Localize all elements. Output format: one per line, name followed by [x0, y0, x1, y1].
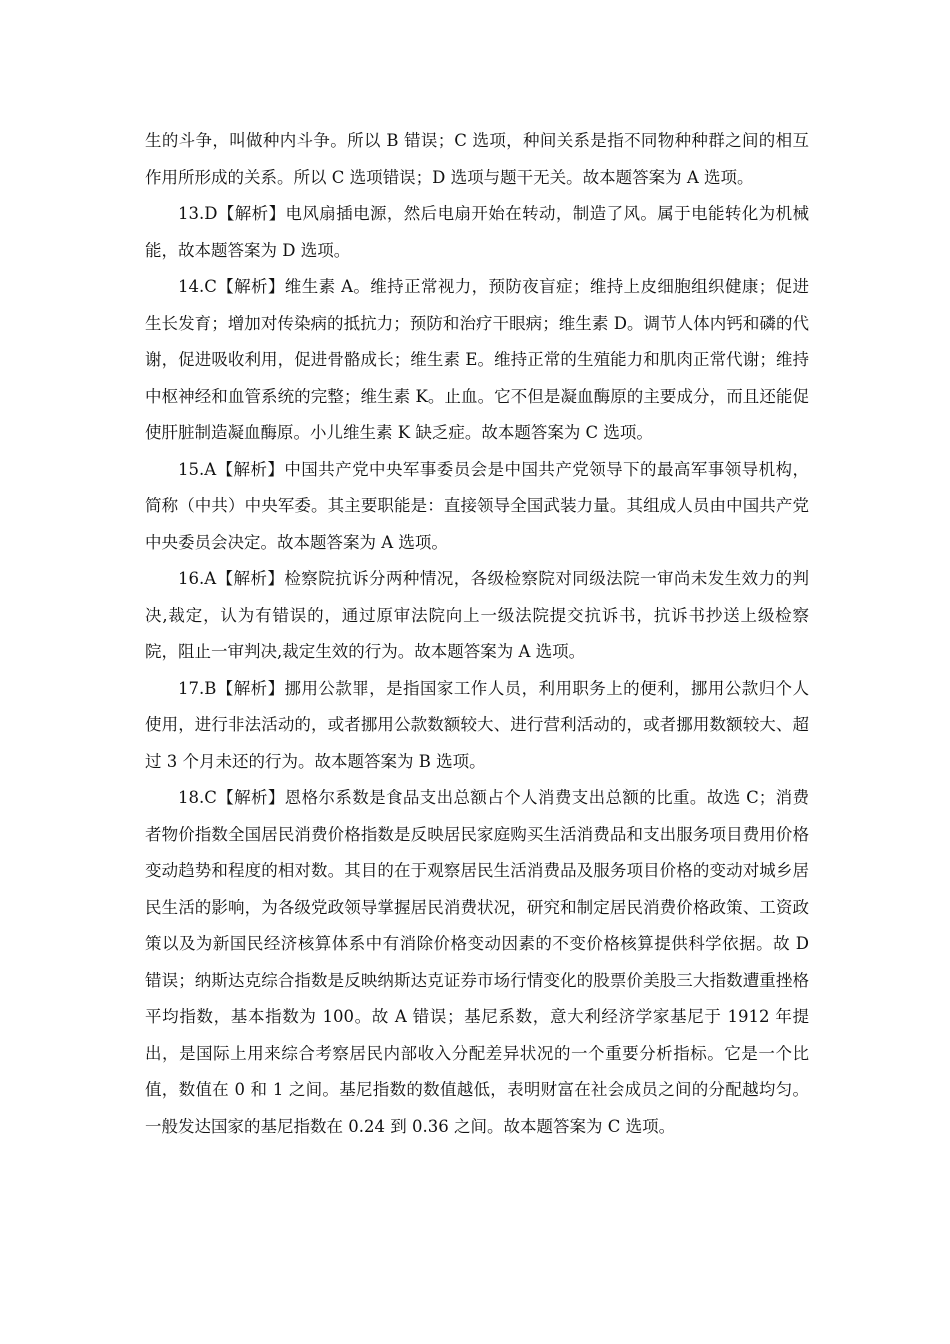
- paragraph-q16: 16.A【解析】检察院抗诉分两种情况，各级检察院对同级法院一审尚未发生效力的判决,裁定，认为有错误的，通过原审法院向上一级法院提交抗诉书，抗诉书抄送上级检察院，阻止一审判决,裁定生效的行为。故本题答案为 A 选项。: [145, 569, 809, 661]
- paragraph-q15: 15.A【解析】中国共产党中央军事委员会是中国共产党领导下的最高军事领导机构，简称（中共）中央军委。其主要职能是：直接领导全国武装力量。其组成人员由中国共产党中央委员会决定。故本题答案为 A 选项。: [145, 459, 809, 552]
- paragraph-q17: 17.B【解析】挪用公款罪，是指国家工作人员，利用职务上的便利，挪用公款归个人使用，进行非法活动的，或者挪用公款数额较大、进行营利活动的，或者挪用数额较大、超过 3 个月未还的行为。故本题答案为 B 选项。: [145, 678, 809, 771]
- paragraph-q13: 13.D【解析】电风扇插电源，然后电扇开始在转动，制造了风。属于电能转化为机械能，故本题答案为 D 选项。: [145, 204, 809, 260]
- paragraph-q12-continuation: 生的斗争，叫做种内斗争。所以 B 错误；C 选项，种间关系是指不同物种种群之间的相互作用所形成的关系。所以 C 选项错误；D 选项与题干无关。故本题答案为 A 选项。: [145, 131, 809, 187]
- paragraph-q18: 18.C【解析】恩格尔系数是食品支出总额占个人消费支出总额的比重。故选 C；消费者物价指数全国居民消费价格指数是反映居民家庭购买生活消费品和支出服务项目费用价格变动趋势和程度的相对数。其目的在于观察居民生活消费品及服务项目价格的变动对城乡居民生活的影响，为各级党政领导掌握居民消费状况，研究和制定居民消费价格政策、工资政策以及为新国民经济核算体系中有消除价格变动因素的不变价格核算提供科学依据。故 D 错误；纳斯达克综合指数是反映纳斯达克证券市场行情变化的股票价美股三大指数遭重挫格平均指数，基本指数为 100。故 A 错误；基尼系数，意大利经济学家基尼于 1912 年提出，是国际上用来综合考察居民内部收入分配差异状况的一个重要分析指标。它是一个比值，数值在 0 和 1 之间。基尼指数的数值越低，表明财富在社会成员之间的分配越均匀。一般发达国家的基尼指数在 0.24 到 0.36 之间。故本题答案为 C 选项。: [145, 788, 809, 1136]
- document-page: [145, 123, 809, 1145]
- paragraph-q14: 14.C【解析】维生素 A。维持正常视力，预防夜盲症；维持上皮细胞组织健康；促进生长发育；增加对传染病的抵抗力；预防和治疗干眼病；维生素 D。调节人体内钙和磷的代谢，促进吸收利用，促进骨骼成长；维生素 E。维持正常的生殖能力和肌肉正常代谢；维持中枢神经和血管系统的完整；维生素 K。止血。它不但是凝血酶原的主要成分，而且还能促使肝脏制造凝血酶原。小儿维生素 K 缺乏症。故本题答案为 C 选项。: [145, 277, 809, 442]
